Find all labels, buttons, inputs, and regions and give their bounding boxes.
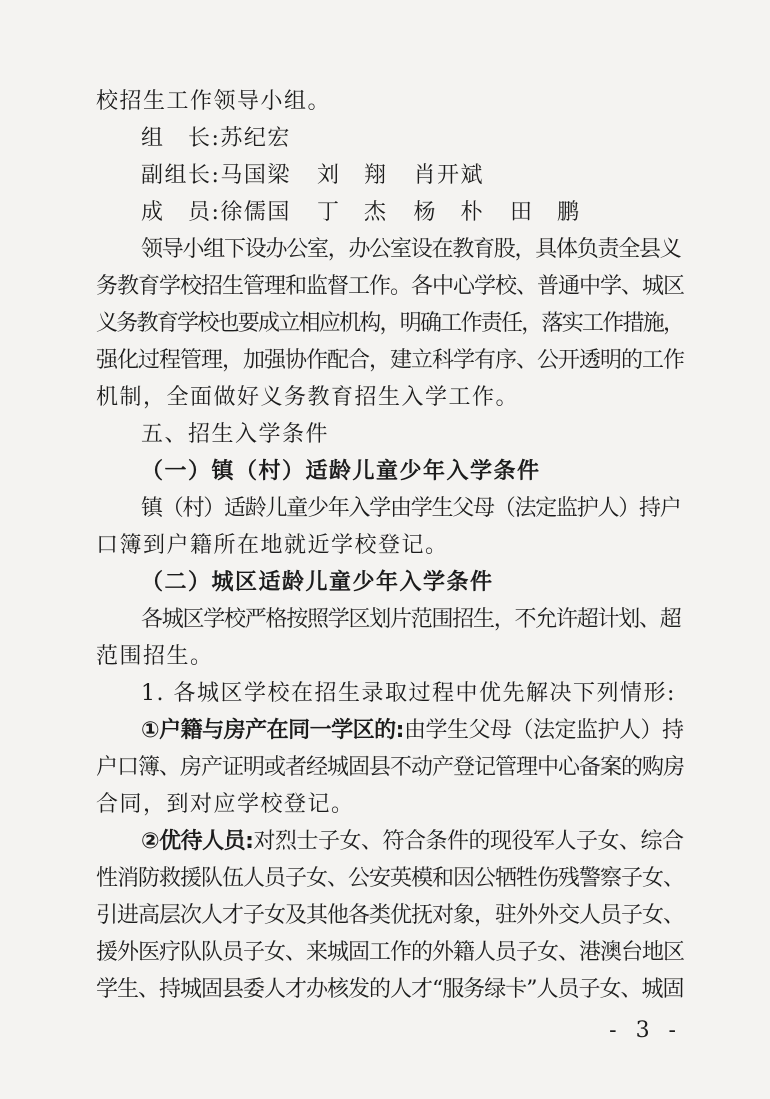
text-line: 强化过程管理，加强协作配合，建立科学有序、公开透明的工作 xyxy=(96,348,685,373)
section-heading: 五、招生入学条件 xyxy=(141,422,330,447)
leader-row xyxy=(141,124,291,154)
text-line xyxy=(141,716,683,746)
text-line: 范围招生。 xyxy=(96,644,214,669)
member-label: 成 员: xyxy=(141,200,221,225)
text-line: 性消防救援队伍人员子女、公安英模和因公牺牲伤残警察子女、 xyxy=(96,866,685,891)
subsection-heading: （一）镇（村）适龄儿童少年入学条件 xyxy=(141,459,541,484)
text-line: 各城区学校严格按照学区划片范围招生，不允许超计划、超 xyxy=(141,607,681,632)
text-line: 机制，全面做好义务教育招生入学工作。 xyxy=(96,385,520,410)
text-line: 务教育学校招生管理和监督工作。各中心学校、普通中学、城区 xyxy=(96,274,685,299)
member-name: 徐儒国 xyxy=(220,200,291,225)
text-line xyxy=(141,827,683,857)
bold-lead: ①户籍与房产在同一学区的: xyxy=(141,718,404,743)
deputy-name: 马国梁 xyxy=(220,163,291,188)
deputy-row xyxy=(141,161,484,191)
text-line: 义务教育学校也要成立相应机构，明确工作责任，落实工作措施， xyxy=(96,311,684,336)
deputy-name: 刘 翔 xyxy=(316,163,388,188)
bold-lead: ②优待人员: xyxy=(141,829,254,854)
member-row xyxy=(141,198,580,228)
member-name: 丁 杰 xyxy=(316,200,388,225)
text-line: 校招生工作领导小组。 xyxy=(96,89,332,114)
text-line: 援外医疗队队员子女、来城固工作的外籍人员子女、港澳台地区 xyxy=(96,940,685,965)
leader-name: 苏纪宏 xyxy=(220,126,291,151)
subsection-heading: （二）城区适龄儿童少年入学条件 xyxy=(141,570,494,595)
member-name: 杨 朴 xyxy=(413,200,484,225)
text-line: 口簿到户籍所在地就近学校登记。 xyxy=(96,533,449,558)
deputy-label: 副组长: xyxy=(141,163,221,188)
text-line: 学生、持城固县委人才办核发的人才“服务绿卡”人员子女、城固 xyxy=(96,977,684,1002)
deputy-name: 肖开斌 xyxy=(413,163,484,188)
member-name: 田 鹏 xyxy=(509,200,581,225)
text-run: 由学生父母（法定监护人）持 xyxy=(403,718,684,743)
text-line: 1. 各城区学校在招生录取过程中优先解决下列情形: xyxy=(141,681,676,706)
text-run: 对烈士子女、符合条件的现役军人子女、综合 xyxy=(253,829,684,854)
text-line: 户口簿、房产证明或者经城固县不动产登记管理中心备案的购房 xyxy=(96,755,685,780)
leader-label: 组 长: xyxy=(141,126,221,151)
page-number: - 3 - xyxy=(609,1018,682,1043)
text-line: 镇（村）适龄儿童少年入学由学生父母（法定监护人）持户 xyxy=(141,496,681,521)
text-line: 引进高层次人才子女及其他各类优抚对象，驻外外交人员子女、 xyxy=(96,903,685,928)
text-line: 合同，到对应学校登记。 xyxy=(96,792,355,817)
text-line: 领导小组下设办公室，办公室设在教育股，具体负责全县义 xyxy=(141,237,681,262)
